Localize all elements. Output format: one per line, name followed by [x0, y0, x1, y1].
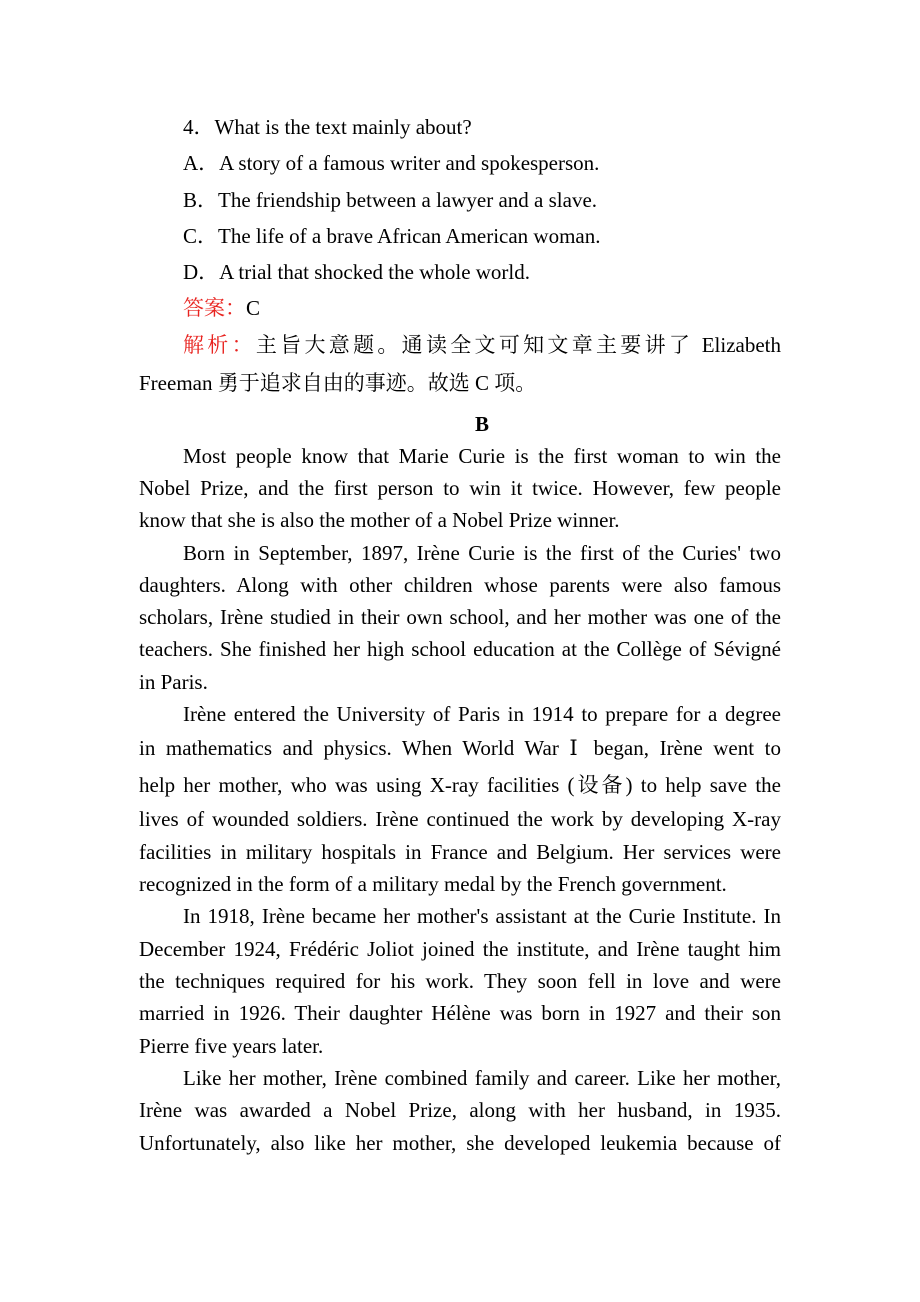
- passage-line: Like her mother, Irène combined family and career. Like her mother,: [183, 1066, 781, 1090]
- option-b: B．The friendship between a lawyer and a slave.: [183, 188, 598, 212]
- passage-line: Born in September, 1897, Irène Curie is the first of the Curies' two: [183, 541, 781, 565]
- analysis-label: 解析：: [183, 333, 256, 357]
- passage-line: daughters. Along with other children whose parents were also famous: [139, 573, 781, 597]
- passage-line: Pierre five years later.: [139, 1034, 324, 1058]
- passage-line: the techniques required for his work. They soon fell in love and were: [139, 969, 781, 993]
- passage-line: Unfortunately, also like her mother, she developed leukemia because of: [139, 1131, 781, 1155]
- passage-line: recognized in the form of a military medal by the French government.: [139, 872, 727, 896]
- passage-line: In 1918, Irène became her mother's assistant at the Curie Institute. In: [183, 904, 781, 928]
- answer-value: C: [246, 296, 261, 320]
- passage-line: lives of wounded soldiers. Irène continued the work by developing X-ray: [139, 807, 781, 831]
- passage-line: scholars, Irène studied in their own school, and her mother was one of the: [139, 605, 781, 629]
- passage-line: Most people know that Marie Curie is the first woman to win the: [183, 444, 781, 468]
- passage-line: Nobel Prize, and the first person to win it twice. However, few people: [139, 476, 781, 500]
- question-stem: 4．What is the text mainly about?: [183, 115, 472, 139]
- option-a: A．A story of a famous writer and spokesperson.: [183, 151, 600, 175]
- analysis-text-1: 主旨大意题。通读全文可知文章主要讲了 Elizabeth: [255, 333, 782, 357]
- passage-line: Irène was awarded a Nobel Prize, along with her husband, in 1935.: [139, 1098, 781, 1122]
- section-heading: B: [474, 412, 489, 436]
- passage-line: in mathematics and physics. When World War Ⅰ began, Irène went to: [139, 736, 781, 760]
- analysis-line-2: Freeman 勇于追求自由的事迹。故选 C 项。: [139, 371, 537, 395]
- answer-line: [183, 298, 260, 319]
- passage-line: in Paris.: [139, 670, 208, 694]
- analysis-line-1: [183, 335, 781, 356]
- passage-line: know that she is also the mother of a Nobel Prize winner.: [139, 508, 620, 532]
- passage-line: facilities in military hospitals in France and Belgium. Her services were: [139, 840, 781, 864]
- option-d: D．A trial that shocked the whole world.: [183, 260, 531, 284]
- passage-line: help her mother, who was using X-ray facilities (设备) to help save the: [139, 773, 781, 797]
- passage-line: Irène entered the University of Paris in 1914 to prepare for a degree: [183, 702, 781, 726]
- passage-line: married in 1926. Their daughter Hélène was born in 1927 and their son: [139, 1001, 781, 1025]
- option-c: C．The life of a brave African American woman.: [183, 224, 601, 248]
- answer-label: 答案：: [183, 296, 246, 320]
- passage-line: teachers. She finished her high school education at the Collège of Sévigné: [139, 637, 781, 661]
- passage-line: December 1924, Frédéric Joliot joined the institute, and Irène taught him: [139, 937, 781, 961]
